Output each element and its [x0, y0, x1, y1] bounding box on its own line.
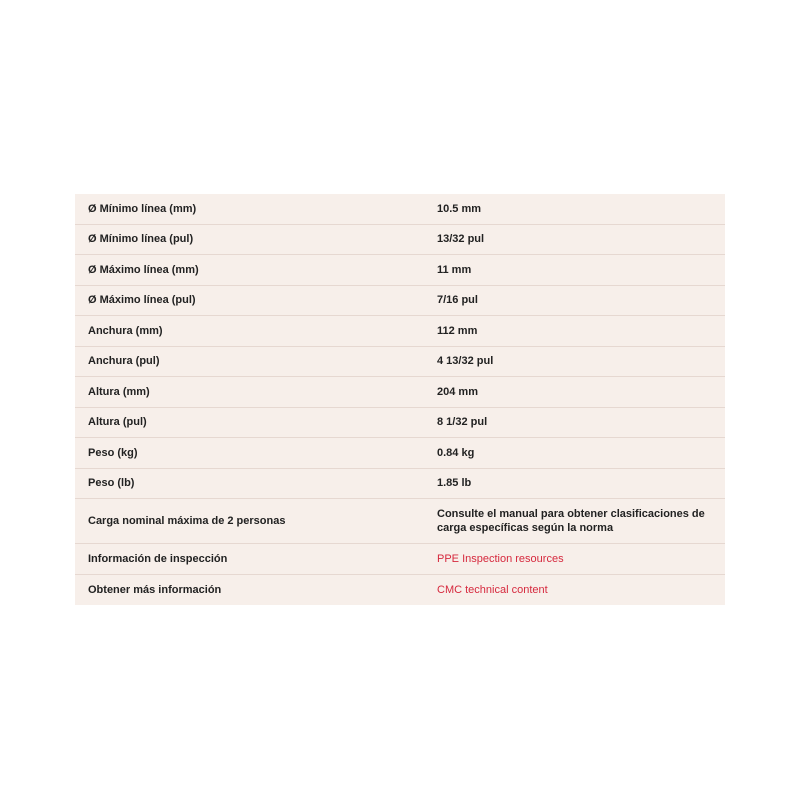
spec-value: 8 1/32 pul [437, 416, 488, 429]
ppe-inspection-link[interactable]: PPE Inspection resources [437, 552, 564, 565]
spec-label: Carga nominal máxima de 2 personas [88, 515, 286, 527]
spec-value: 4 13/32 pul [437, 355, 494, 368]
spec-row-weight-lb [75, 469, 725, 500]
spec-label: Obtener más información [88, 583, 222, 596]
spec-row-height-mm [75, 377, 725, 408]
spec-row-min-line-mm [75, 194, 725, 225]
spec-row-max-line-mm [75, 255, 725, 286]
spec-value: 1.85 lb [437, 477, 472, 490]
spec-row-max-load [75, 499, 725, 544]
spec-label: Anchura (mm) [88, 324, 163, 337]
spec-value: 112 mm [437, 324, 478, 337]
spec-table [75, 194, 725, 605]
spec-label: Ø Mínimo línea (mm) [88, 202, 197, 215]
spec-value: 204 mm [437, 385, 478, 398]
spec-label: Peso (kg) [88, 446, 138, 459]
spec-row-min-line-in [75, 225, 725, 256]
spec-value: 7/16 pul [437, 294, 478, 307]
spec-label: Anchura (pul) [88, 355, 160, 368]
spec-row-max-line-in [75, 286, 725, 317]
spec-value: Consulte el manual para obtener clasificaciones de carga específicas según la norma [437, 508, 705, 534]
spec-label: Altura (mm) [88, 385, 150, 398]
spec-row-more-info [75, 575, 725, 606]
spec-label: Ø Máximo línea (mm) [88, 263, 199, 276]
spec-row-inspection-info [75, 544, 725, 575]
spec-label: Altura (pul) [88, 416, 147, 429]
spec-label: Peso (lb) [88, 477, 135, 490]
spec-value: 11 mm [437, 263, 472, 276]
spec-label: Ø Mínimo línea (pul) [88, 233, 194, 246]
spec-row-weight-kg [75, 438, 725, 469]
spec-value: 0.84 kg [437, 446, 475, 459]
spec-row-height-in [75, 408, 725, 439]
spec-row-width-mm [75, 316, 725, 347]
spec-value: 13/32 pul [437, 233, 485, 246]
spec-row-width-in [75, 347, 725, 378]
spec-value: 10.5 mm [437, 202, 482, 215]
spec-label: Ø Máximo línea (pul) [88, 294, 196, 307]
spec-label: Información de inspección [88, 552, 228, 565]
technical-content-link[interactable]: CMC technical content [437, 583, 548, 596]
